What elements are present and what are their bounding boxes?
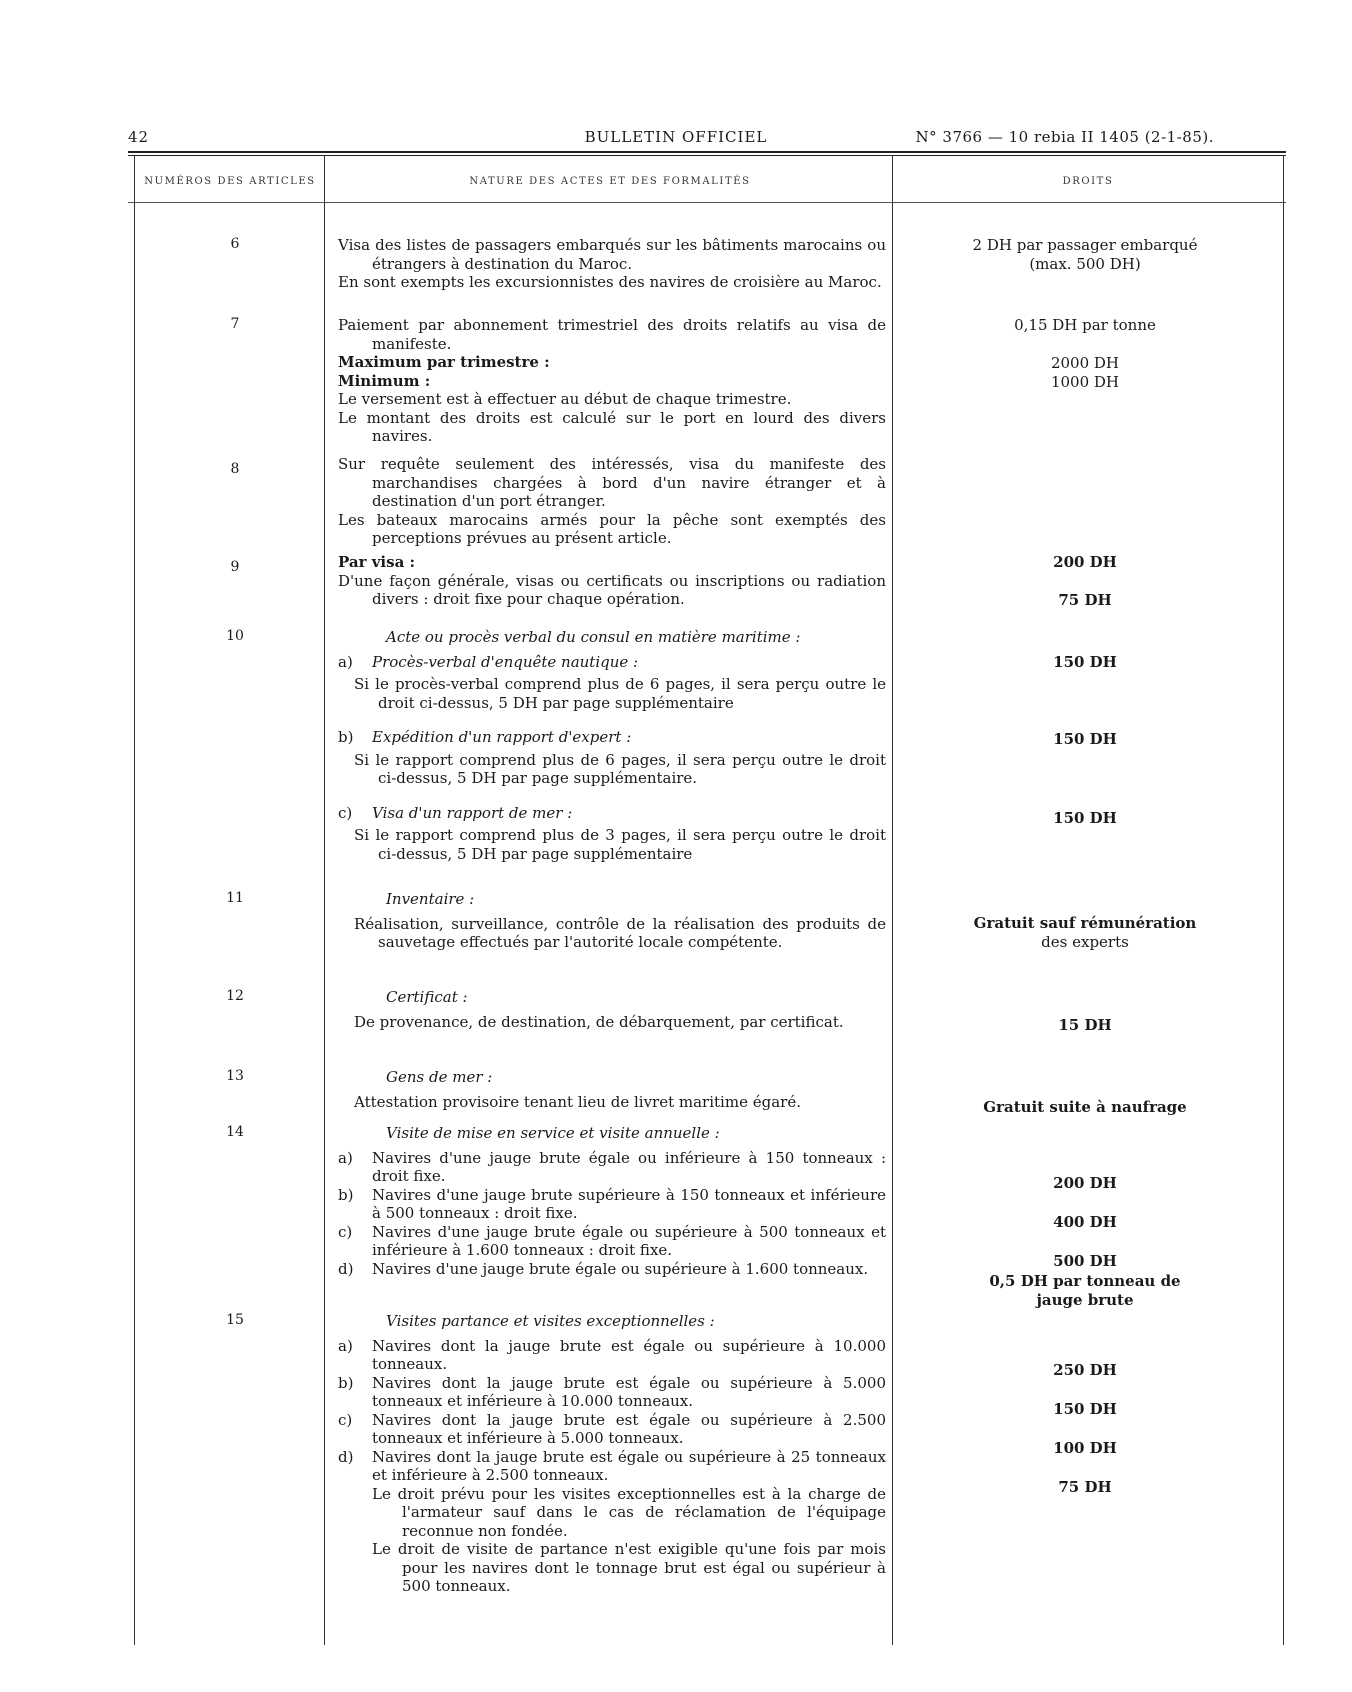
item — [338, 1411, 886, 1448]
item-text: Si le procès-verbal comprend plus de 6 pages, il sera perçu outre le droit ci-dessus, 5 DH par page supplémentaire — [354, 675, 886, 712]
item-label: b) — [338, 1373, 354, 1392]
item — [338, 804, 886, 823]
column-header-nature: NATURE DES ACTES ET DES FORMALITÉS — [469, 176, 751, 187]
issue-reference: N° 3766 — 10 rebia II 1405 (2-1-85). — [915, 128, 1214, 146]
item-label: a) — [338, 1336, 353, 1355]
item-label: d) — [338, 1259, 354, 1278]
item — [338, 1260, 886, 1279]
item-label: c) — [338, 803, 353, 822]
item-text: Navires dont la jauge brute est égale ou supérieure à 25 tonneaux et inférieure à 2.500 tonneaux. — [372, 1447, 886, 1484]
fee-item-b: 400 DH — [1053, 1213, 1117, 1231]
text-line: Paiement par abonnement trimestriel des droits relatifs au visa de manifeste. — [338, 316, 886, 353]
item — [338, 1186, 886, 1223]
publication-title: BULLETIN OFFICIEL — [584, 128, 768, 146]
article-text — [338, 455, 886, 548]
article-text — [338, 316, 886, 446]
fee: Gratuit suite à naufrage — [983, 1098, 1187, 1116]
fee-item-b: 150 DH — [1053, 1400, 1117, 1418]
fee-item-b: 150 DH — [1053, 730, 1117, 748]
fee-line: 75 DH — [1058, 591, 1112, 609]
item — [338, 1374, 886, 1411]
text-line: Le montant des droits est calculé sur le port en lourd des divers navires. — [338, 408, 886, 445]
article-text — [338, 236, 886, 292]
item-label: c) — [338, 1410, 353, 1429]
article-text — [338, 1312, 886, 1596]
column-divider-4 — [1283, 155, 1284, 1645]
item-heading: Visa d'un rapport de mer : — [372, 803, 573, 822]
fee — [890, 316, 1280, 392]
article-number: 7 — [230, 316, 240, 332]
item-text: Navires dont la jauge brute est égale ou supérieure à 10.000 tonneaux. — [372, 1336, 886, 1373]
item-text: Si le rapport comprend plus de 6 pages, il sera perçu outre le droit ci-dessus, 5 DH par page supplémentaire. — [354, 750, 886, 787]
item-label: a) — [338, 1148, 353, 1167]
fee — [890, 914, 1280, 952]
item-label: b) — [338, 1185, 354, 1204]
fee-line: 1000 DH — [1050, 373, 1120, 391]
fee-item-a: 250 DH — [1053, 1361, 1117, 1379]
item — [338, 653, 886, 672]
item-label: b) — [338, 728, 354, 746]
article-number: 6 — [230, 236, 240, 252]
article-number: 13 — [226, 1068, 244, 1084]
fee-line: 200 DH — [1053, 553, 1117, 571]
fee-item-c: 100 DH — [1053, 1439, 1117, 1457]
item — [338, 1448, 886, 1485]
article-number: 14 — [226, 1124, 244, 1140]
article-number: 15 — [226, 1312, 244, 1328]
fee — [890, 553, 1280, 610]
item — [338, 1223, 886, 1260]
item-text: De provenance, de destination, de débarquement, par certificat. — [354, 1012, 844, 1031]
page-number: 42 — [128, 128, 150, 146]
column-header-articles: NUMÉROS DES ARTICLES — [144, 176, 316, 187]
text-line: Maximum par trimestre : — [338, 353, 550, 371]
item-text: Navires d'une jauge brute égale ou supérieure à 500 tonneaux et inférieure à 1.600 tonneaux : droit fixe. — [372, 1222, 886, 1259]
item-text: Attestation provisoire tenant lieu de livret maritime égaré. — [354, 1092, 801, 1111]
header-underline — [128, 202, 1286, 203]
item-text: Navires d'une jauge brute égale ou inférieure à 150 tonneaux : droit fixe. — [372, 1148, 886, 1185]
fee-item-a: 200 DH — [1053, 1174, 1117, 1192]
item-heading: Expédition d'un rapport d'expert : — [372, 728, 632, 746]
top-rule — [128, 151, 1286, 153]
fee-line: Gratuit sauf rémunération — [973, 914, 1197, 932]
article-number: 12 — [226, 988, 244, 1004]
section-title: Visites partance et visites exceptionnelles : — [386, 1312, 715, 1330]
fee-line: 2 DH par passager embarqué — [972, 236, 1198, 254]
section-title: Certificat : — [386, 988, 468, 1006]
fee-item-c: 150 DH — [1053, 809, 1117, 827]
item — [338, 1149, 886, 1186]
text-line: En sont exempts les excursionnistes des navires de croisière au Maroc. — [338, 273, 882, 291]
text-line: Les bateaux marocains armés pour la pêche sont exemptés des perceptions prévues au présent article. — [338, 510, 886, 547]
text-line: D'une façon générale, visas ou certificats ou inscriptions ou radiation divers : droit fixe pour chaque opération. — [338, 571, 886, 608]
item-text: Navires d'une jauge brute égale ou supérieure à 1.600 tonneaux. — [372, 1259, 869, 1278]
text-line: Visa des listes de passagers embarqués sur les bâtiments marocains ou étrangers à destination du Maroc. — [338, 236, 886, 273]
fee-item-c: 500 DH — [1053, 1252, 1117, 1270]
fee-item-a: 150 DH — [1053, 653, 1117, 671]
text-line: Par visa : — [338, 553, 416, 571]
section-title: Visite de mise en service et visite annuelle : — [386, 1124, 720, 1142]
fee-item-d: 0,5 DH par tonneau de jauge brute — [989, 1272, 1181, 1309]
item-label: c) — [338, 1222, 353, 1241]
article-text — [338, 1068, 886, 1111]
item-text: Navires dont la jauge brute est égale ou supérieure à 5.000 tonneaux et inférieure à 10.000 tonneaux. — [372, 1373, 886, 1410]
item — [338, 728, 886, 747]
item-label: d) — [338, 1447, 354, 1466]
fee — [890, 236, 1280, 274]
fee-line: 0,15 DH par tonne — [1014, 316, 1156, 334]
top-rule-thin — [128, 155, 1286, 156]
fee-line: des experts — [1041, 933, 1129, 951]
fee-line: 2000 DH — [1050, 354, 1120, 372]
section-title: Acte ou procès verbal du consul en matière maritime : — [386, 628, 801, 646]
text-line: Minimum : — [338, 371, 431, 390]
article-text — [338, 1124, 886, 1278]
item-text: Réalisation, surveillance, contrôle de la réalisation des produits de sauvetage effectués par l'autorité locale compétente. — [354, 914, 886, 951]
section-title: Gens de mer : — [386, 1068, 493, 1086]
article-number: 10 — [226, 628, 244, 644]
article-text — [338, 628, 886, 863]
article-number: 8 — [230, 461, 240, 477]
fee: 15 DH — [1058, 1016, 1112, 1034]
article-text — [338, 890, 886, 952]
section-title: Inventaire : — [386, 890, 475, 908]
item-text: Navires d'une jauge brute supérieure à 150 tonneaux et inférieure à 500 tonneaux : droit fixe. — [372, 1185, 886, 1222]
text-line: Sur requête seulement des intéressés, visa du manifeste des marchandises chargées à bord d'un navire étranger et à destination d'un port étranger. — [338, 455, 886, 510]
article-number: 11 — [226, 890, 244, 906]
fee-line: (max. 500 DH) — [1029, 255, 1141, 273]
note: Le droit de visite de partance n'est exigible qu'une fois par mois pour les navires dont le tonnage brut est égal ou supérieur à 500 tonneaux. — [372, 1540, 886, 1595]
item-heading: Procès-verbal d'enquête nautique : — [372, 652, 639, 671]
text-line: Le versement est à effectuer au début de chaque trimestre. — [338, 390, 792, 408]
item-label: a) — [338, 652, 353, 671]
item — [338, 1337, 886, 1374]
article-text — [338, 553, 886, 609]
article-number: 9 — [230, 559, 240, 575]
note: Le droit prévu pour les visites exceptionnelles est à la charge de l'armateur sauf dans le cas de réclamation de l'équipage reconnue non fondée. — [372, 1484, 886, 1540]
fee-item-d: 75 DH — [1058, 1478, 1112, 1496]
item-text: Navires dont la jauge brute est égale ou supérieure à 2.500 tonneaux et inférieure à 5.000 tonneaux. — [372, 1410, 886, 1447]
article-text — [338, 988, 886, 1031]
column-header-droits: DROITS — [1062, 176, 1114, 187]
item-text: Si le rapport comprend plus de 3 pages, il sera perçu outre le droit ci-dessus, 5 DH par page supplémentaire — [354, 826, 886, 863]
